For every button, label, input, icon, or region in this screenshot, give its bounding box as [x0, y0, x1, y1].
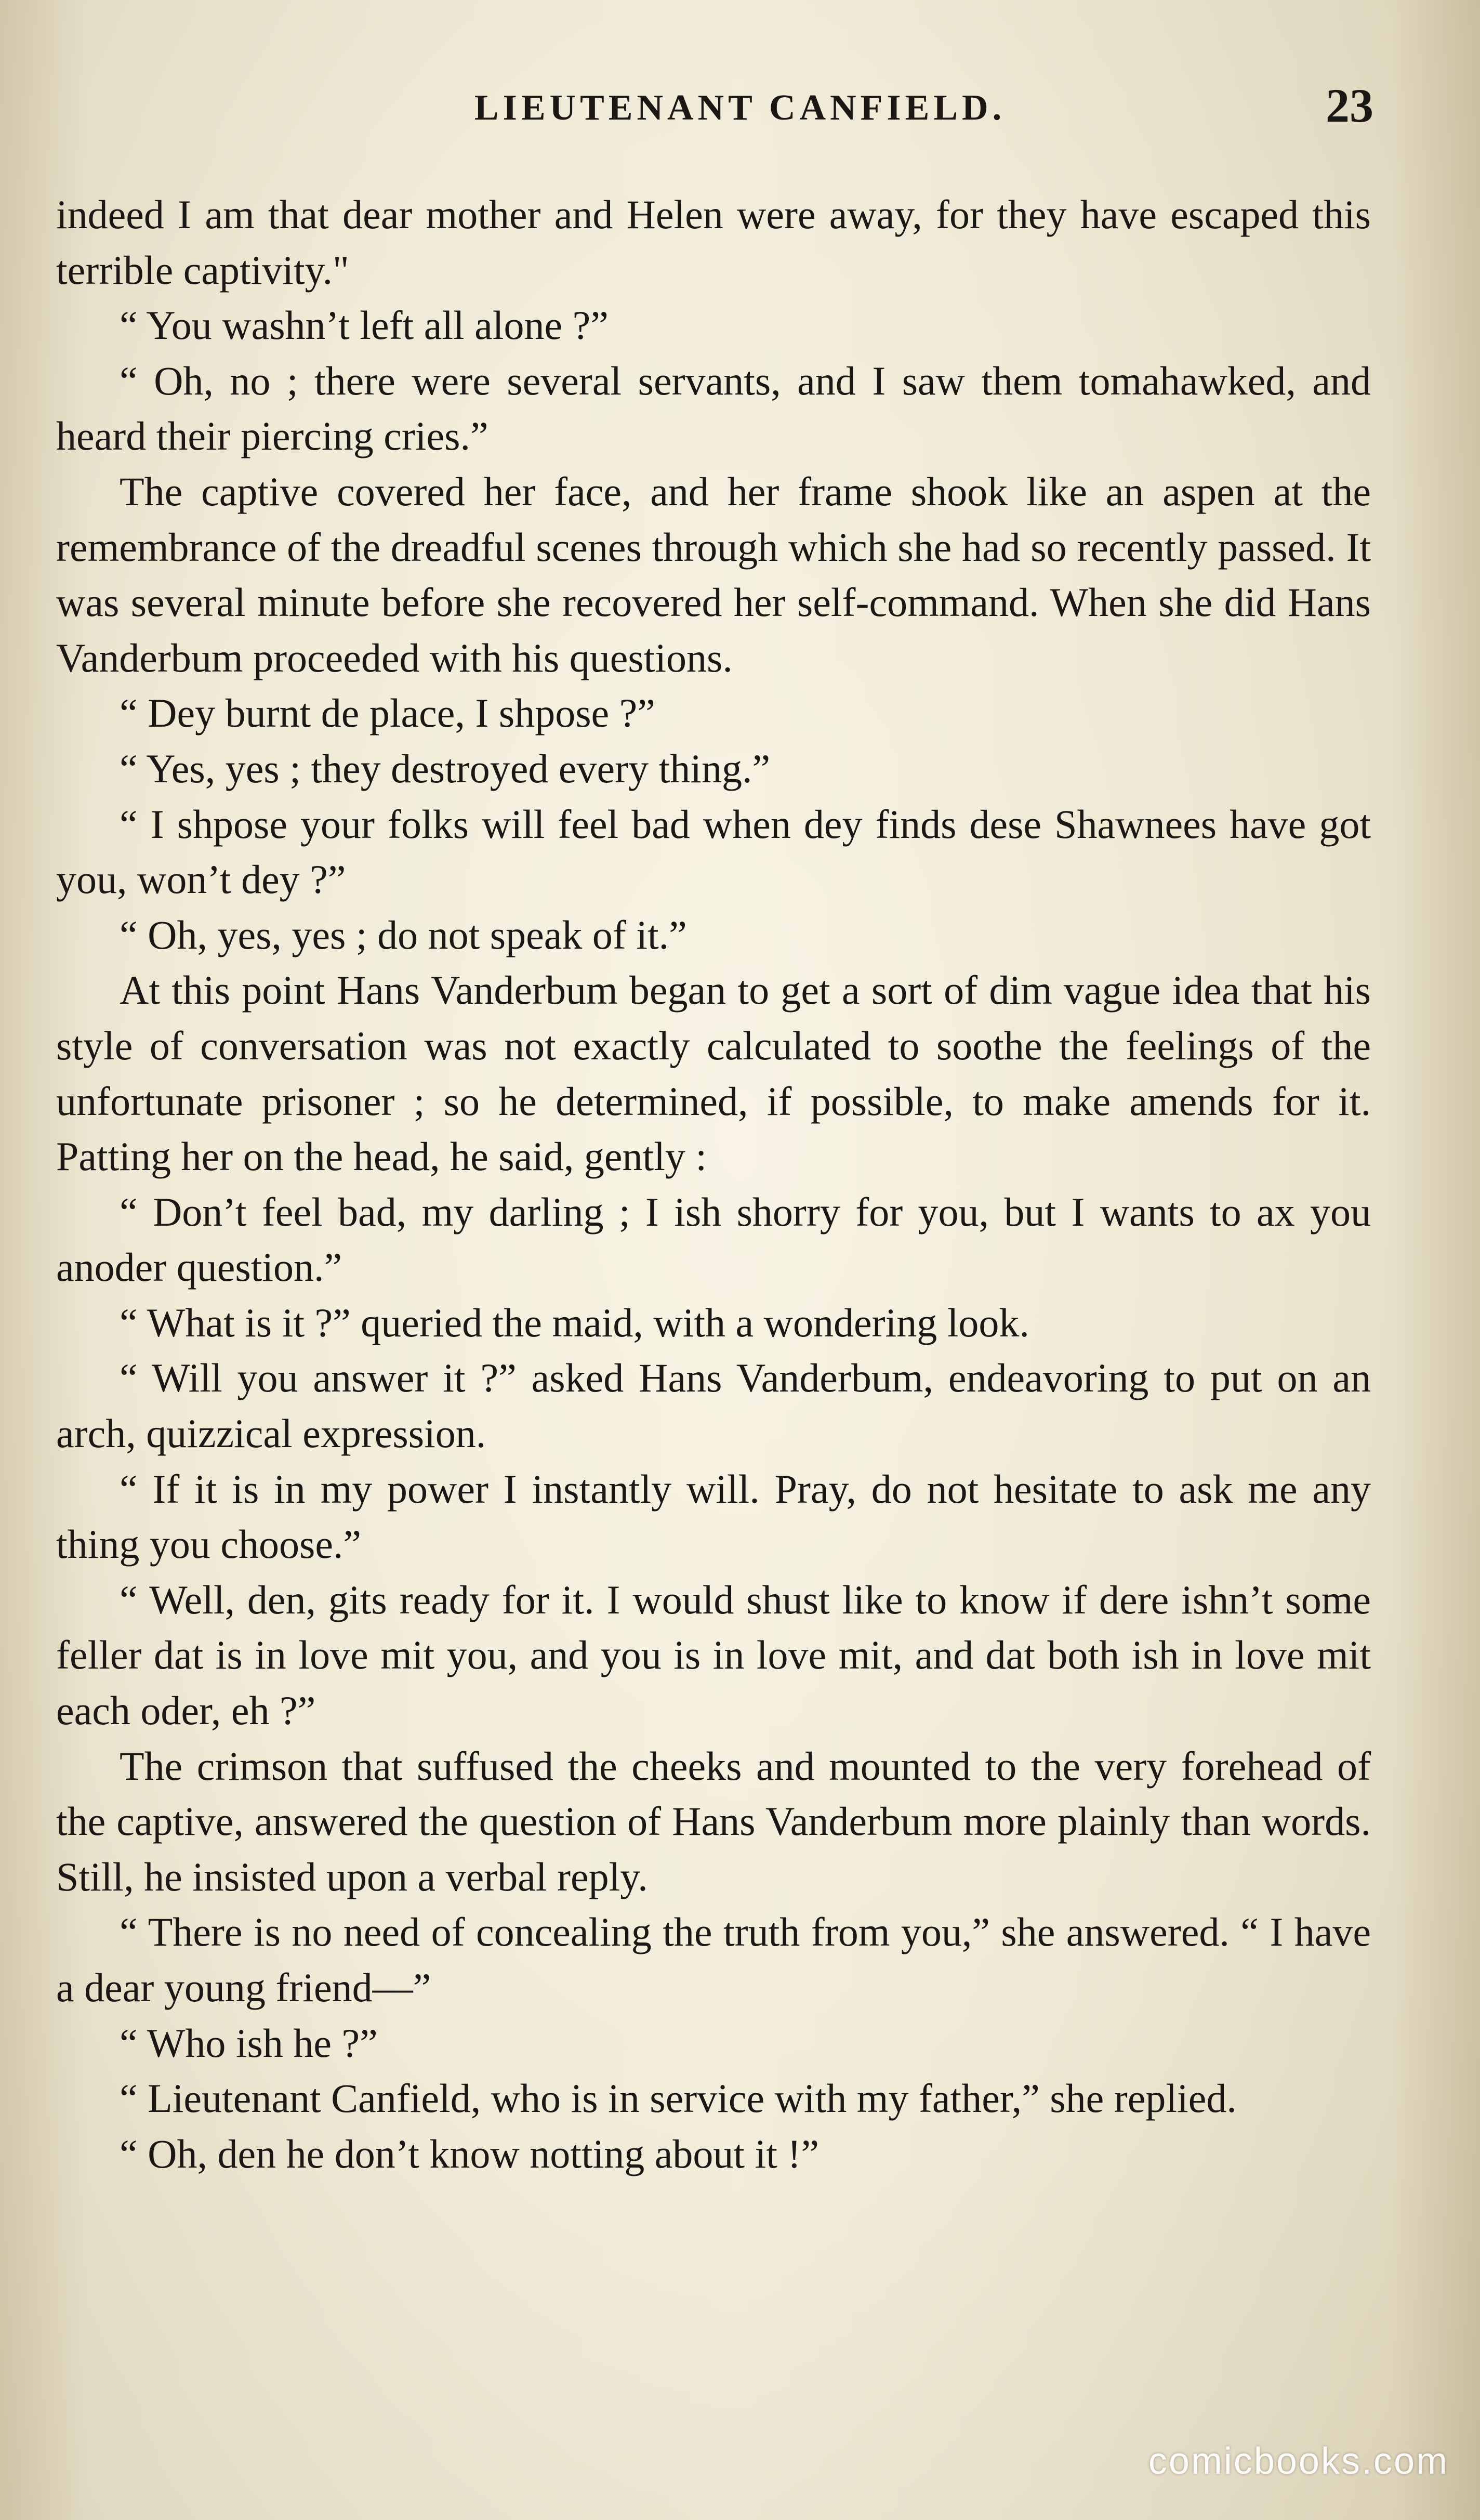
paragraph: “ Don’t feel bad, my darling ; I ish shorry for you, but I wants to ax you anoder question.” — [56, 1189, 1371, 1290]
paragraph: “ Who ish he ?” — [120, 2020, 378, 2066]
paragraph: “ Oh, no ; there were several servants, and I saw them tomahawked, and heard their piercing cries.” — [56, 358, 1371, 459]
paragraph-continued: indeed I am that dear mother and Helen were away, for they have escaped this terrible captivity." — [56, 192, 1371, 293]
paragraph: “ Oh, den he don’t know notting about it !” — [120, 2131, 819, 2176]
body-text — [56, 187, 1371, 2182]
paragraph: “ You washn’t left all alone ?” — [120, 303, 609, 348]
watermark: comicbooks.com — [1148, 2440, 1449, 2482]
paragraph: “ Well, den, gits ready for it. I would shust like to know if dere ishn’t some feller dat is in love mit you, and you is in love mit, and dat both ish in love mit each oder, eh ?” — [56, 1577, 1371, 1734]
running-head — [0, 78, 1480, 135]
paragraph: The crimson that suffused the cheeks and mounted to the very forehead of the captive, answered the question of Hans Vanderbum more plainly than words. Still, he insisted upon a verbal reply. — [56, 1743, 1371, 1899]
paragraph: The captive covered her face, and her frame shook like an aspen at the remembrance of the dreadful scenes through which she had so recently passed. It was several minute before she recovered her self-command. When she did Hans Vanderbum proceeded with his questions. — [56, 468, 1371, 680]
paragraph: “ Oh, yes, yes ; do not speak of it.” — [120, 912, 687, 957]
paragraph: At this point Hans Vanderbum began to get a sort of dim vague idea that his style of conversation was not exactly calculated to soothe the feelings of the unfortunate prisoner ; so he determined, if possible, to make amends for it. Patting her on the head, he said, gently : — [56, 967, 1371, 1179]
running-title: LIEUTENANT CANFIELD. — [474, 88, 1006, 128]
paragraph: “ What is it ?” queried the maid, with a wondering look. — [120, 1300, 1029, 1345]
page-number: 23 — [1326, 79, 1373, 132]
paragraph: “ There is no need of concealing the truth from you,” she answered. “ I have a dear young friend—” — [56, 1909, 1371, 2010]
paragraph: “ Will you answer it ?” asked Hans Vanderbum, endeavoring to put on an arch, quizzical expression. — [56, 1355, 1371, 1456]
paragraph: “ Dey burnt de place, I shpose ?” — [120, 690, 655, 736]
paragraph: “ Yes, yes ; they destroyed every thing.” — [120, 745, 771, 791]
paragraph: “ If it is in my power I instantly will. Pray, do not hesitate to ask me any thing you choose.” — [56, 1466, 1371, 1567]
paragraph: “ I shpose your folks will feel bad when dey finds dese Shawnees have got you, won’t dey ?” — [56, 801, 1371, 902]
paragraph: “ Lieutenant Canfield, who is in service with my father,” she replied. — [120, 2076, 1237, 2121]
